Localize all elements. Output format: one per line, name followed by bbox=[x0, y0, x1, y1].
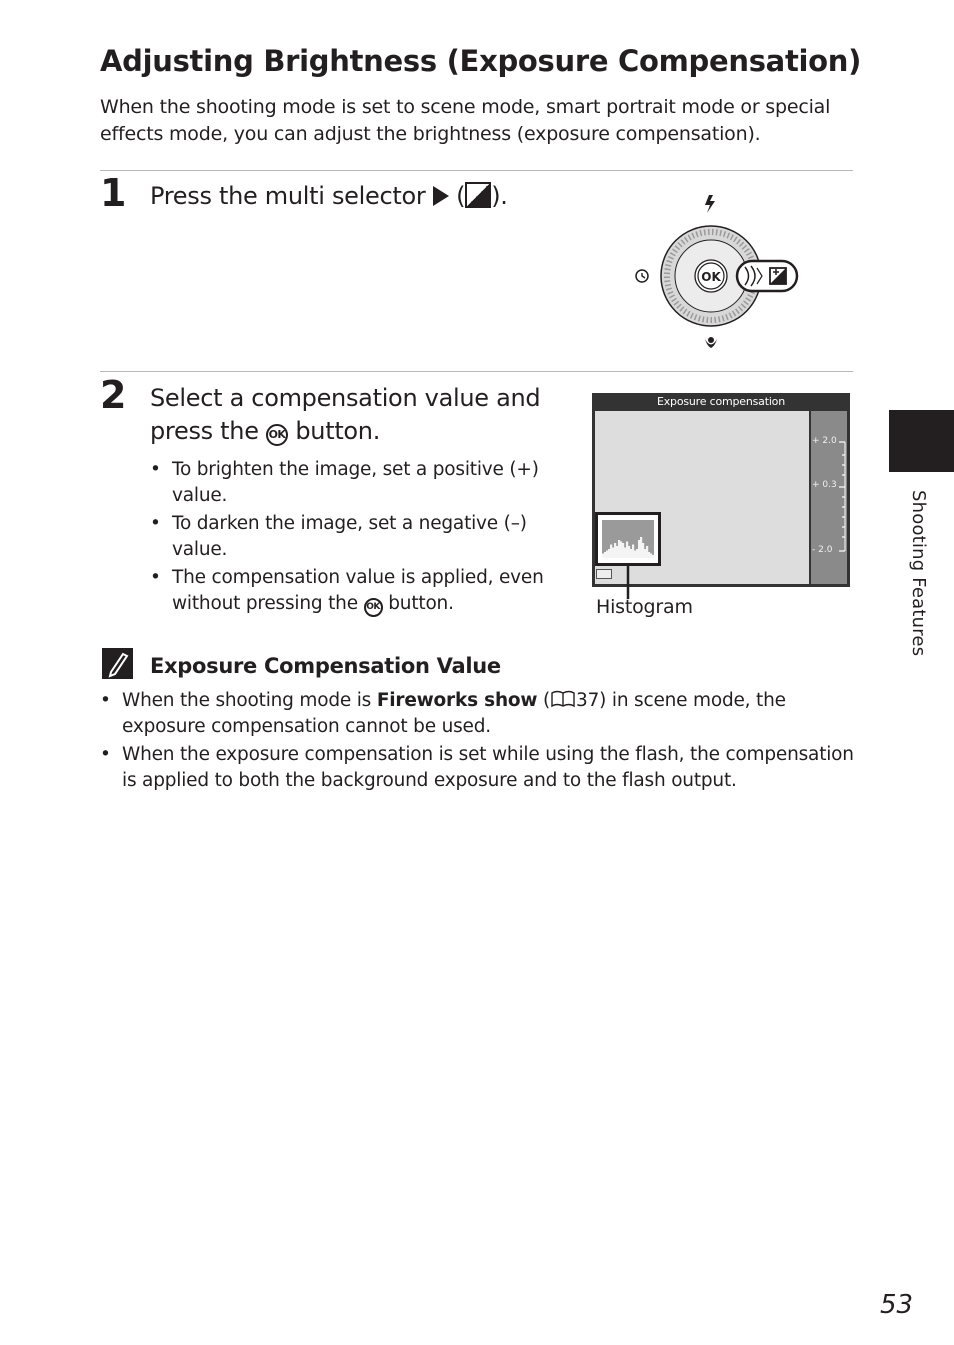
scale-label-top: + 2.0 bbox=[812, 436, 837, 446]
page-number: 53 bbox=[880, 1290, 914, 1320]
list-item bbox=[150, 565, 550, 617]
histogram-callout-line bbox=[620, 566, 636, 600]
list-item: • To brighten the image, set a positive (+) value. bbox=[150, 457, 550, 508]
histogram bbox=[598, 515, 658, 563]
step-1-paren-open: ( bbox=[456, 182, 466, 210]
histogram-bar bbox=[618, 540, 620, 558]
page-title: Adjusting Brightness (Exposure Compensation) bbox=[100, 44, 862, 78]
note-bullet1-ref: 37) in scene mode, the exposure compensation cannot be used. bbox=[122, 690, 786, 737]
section-tab bbox=[889, 410, 954, 472]
step-1-text-before: Press the multi selector bbox=[150, 182, 426, 210]
note-bullet1-bold: Fireworks show bbox=[376, 690, 538, 711]
bullet3-before: The compensation value is applied, even without pressing the bbox=[172, 567, 544, 614]
section-divider bbox=[100, 371, 853, 372]
step-1-paren-close: ). bbox=[491, 182, 508, 210]
ok-icon: OK bbox=[364, 598, 383, 617]
note-title: Exposure Compensation Value bbox=[150, 654, 501, 678]
pencil-icon bbox=[102, 648, 133, 679]
histogram-bar bbox=[616, 546, 618, 558]
histogram-bar bbox=[632, 545, 634, 559]
histogram-bar bbox=[626, 542, 628, 559]
section-tab-label: Shooting Features bbox=[908, 490, 929, 657]
histogram-bar bbox=[622, 543, 624, 558]
histogram-bar bbox=[608, 549, 610, 558]
step-1-text bbox=[150, 180, 508, 213]
section-divider bbox=[100, 170, 853, 171]
histogram-bar bbox=[648, 552, 650, 558]
scale-label-current: + 0.3 bbox=[812, 480, 837, 490]
histogram-bar bbox=[636, 549, 638, 558]
histogram-caption: Histogram bbox=[596, 596, 693, 618]
exposure-compensation-icon bbox=[465, 182, 491, 208]
battery-icon bbox=[596, 569, 612, 579]
histogram-bar bbox=[638, 540, 640, 558]
histogram-bar bbox=[624, 548, 626, 559]
list-item bbox=[100, 688, 860, 739]
step-2-text bbox=[150, 382, 540, 448]
histogram-bar bbox=[642, 543, 644, 558]
exposure-scale bbox=[811, 411, 847, 584]
note-bullet1-open: ( bbox=[543, 690, 551, 711]
histogram-bar bbox=[646, 546, 648, 558]
step-2-line2-before: press the bbox=[150, 417, 259, 445]
histogram-bar bbox=[620, 542, 622, 559]
multi-selector-illustration bbox=[625, 188, 805, 358]
self-timer-icon bbox=[636, 270, 648, 282]
right-arrow-icon bbox=[433, 186, 449, 206]
histogram-bar bbox=[644, 549, 646, 558]
histogram-bar bbox=[628, 546, 630, 558]
histogram-bar bbox=[610, 545, 612, 559]
note-bullets bbox=[100, 688, 860, 796]
histogram-bar bbox=[614, 543, 616, 558]
bullet3-after: button. bbox=[388, 592, 454, 614]
histogram-bar bbox=[652, 555, 654, 558]
intro-paragraph: When the shooting mode is set to scene mode, smart portrait mode or special effects mode, you can adjust the brightness (exposure compensation). bbox=[100, 96, 831, 145]
histogram-bar bbox=[602, 554, 604, 559]
list-item: • To darken the image, set a negative (–) value. bbox=[150, 511, 550, 562]
multi-selector-right-highlight bbox=[737, 261, 797, 291]
step-2-line1: Select a compensation value and bbox=[150, 384, 541, 412]
step-2-bullets bbox=[150, 457, 550, 620]
note-bullet1-before: When the shooting mode is bbox=[122, 690, 372, 711]
step-1-number: 1 bbox=[100, 171, 127, 215]
histogram-bar bbox=[606, 551, 608, 559]
screen-title: Exposure compensation bbox=[657, 395, 785, 408]
flash-icon bbox=[705, 195, 715, 213]
histogram-bar bbox=[634, 551, 636, 559]
macro-icon bbox=[705, 337, 717, 348]
histogram-bar bbox=[650, 554, 652, 559]
histogram-frame bbox=[595, 512, 661, 566]
step-2-line2-after: button. bbox=[295, 417, 381, 445]
book-reference-icon bbox=[550, 690, 576, 708]
list-item: • When the exposure compensation is set while using the flash, the compensation is applied to both the background exposure and to the flash output. bbox=[100, 742, 860, 793]
step-2-number: 2 bbox=[100, 373, 127, 417]
ok-icon: OK bbox=[266, 424, 288, 446]
histogram-bar bbox=[612, 548, 614, 559]
histogram-bar bbox=[604, 552, 606, 558]
ok-button-label: OK bbox=[701, 270, 721, 284]
histogram-bar bbox=[640, 537, 642, 558]
histogram-bar bbox=[630, 549, 632, 558]
note-icon bbox=[102, 648, 133, 679]
scale-label-bottom: - 2.0 bbox=[812, 545, 833, 555]
